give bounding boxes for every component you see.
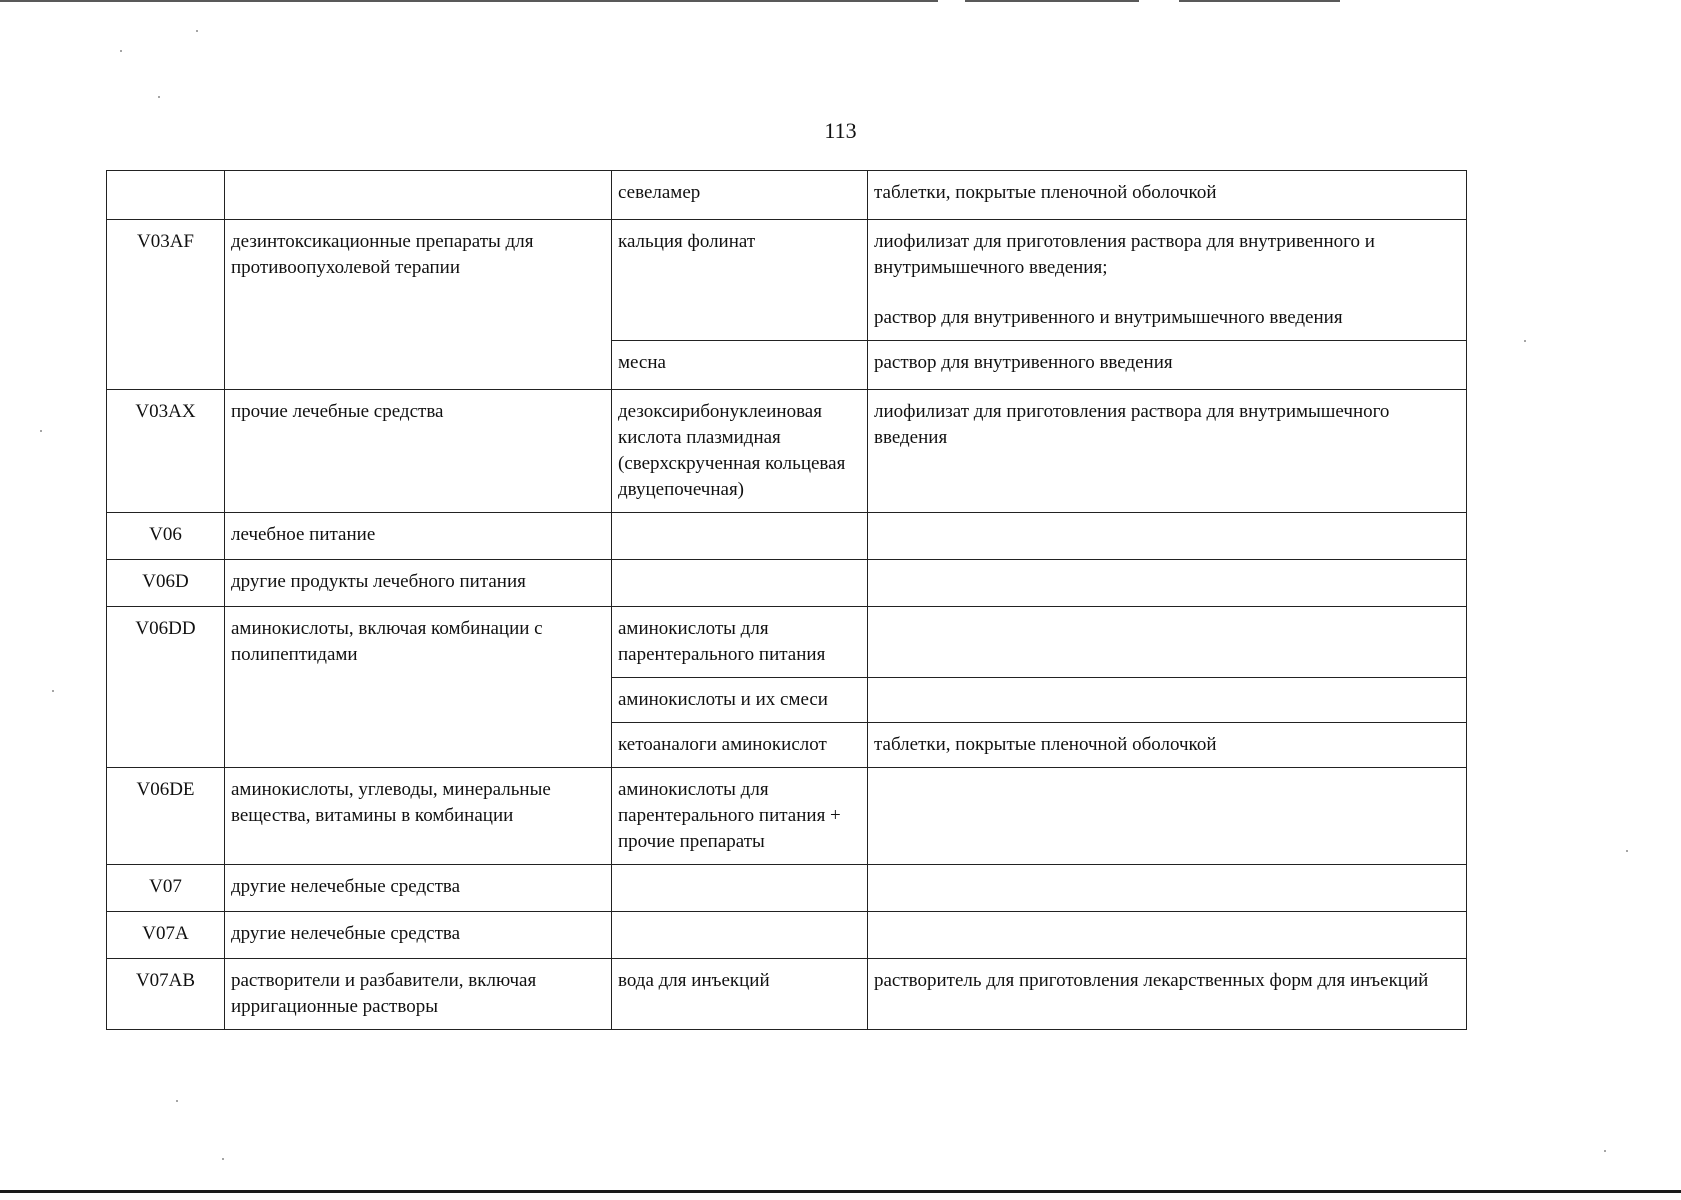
atc-code-cell: V06DE xyxy=(107,768,225,865)
dosage-form-cell xyxy=(868,560,1467,607)
substance-cell: вода для инъекций xyxy=(612,959,868,1030)
group-name-cell xyxy=(225,171,612,220)
substance-cell xyxy=(612,865,868,912)
substance-cell: аминокислоты и их смеси xyxy=(612,678,868,723)
group-name-cell: аминокислоты, включая комбинации с полипептидами xyxy=(225,607,612,768)
scan-speck xyxy=(1604,1150,1606,1152)
dosage-form-cell xyxy=(868,607,1467,678)
atc-code-cell: V03AX xyxy=(107,390,225,513)
table-row xyxy=(107,865,1467,912)
dosage-form-cell xyxy=(868,678,1467,723)
scan-speck xyxy=(196,30,198,32)
table-row xyxy=(107,220,1467,341)
table-row xyxy=(107,560,1467,607)
table-row xyxy=(107,912,1467,959)
scan-speck xyxy=(158,96,160,98)
atc-code-cell: V06D xyxy=(107,560,225,607)
substance-cell: месна xyxy=(612,341,868,390)
table-row xyxy=(107,959,1467,1030)
group-name-cell: растворители и разбавители, включая ирригационные растворы xyxy=(225,959,612,1030)
dosage-form-cell: таблетки, покрытые пленочной оболочкой xyxy=(868,171,1467,220)
group-name-cell: дезинтоксикационные препараты для противоопухолевой терапии xyxy=(225,220,612,390)
table-row xyxy=(107,513,1467,560)
table-row xyxy=(107,607,1467,678)
scan-edge-top xyxy=(0,0,1340,2)
atc-code-cell: V07 xyxy=(107,865,225,912)
scan-edge-bottom xyxy=(0,1190,1681,1193)
dosage-form-cell xyxy=(868,513,1467,560)
atc-code-cell xyxy=(107,171,225,220)
substance-cell: кальция фолинат xyxy=(612,220,868,341)
dosage-form-cell xyxy=(868,912,1467,959)
page-number: 113 xyxy=(824,118,857,143)
substance-cell: аминокислоты для парентерального питания + прочие препараты xyxy=(612,768,868,865)
table-row xyxy=(107,390,1467,513)
scan-speck xyxy=(40,430,42,432)
atc-code-cell: V07A xyxy=(107,912,225,959)
substance-cell xyxy=(612,513,868,560)
substance-cell: кетоаналоги аминокислот xyxy=(612,723,868,768)
dosage-form-cell xyxy=(868,220,1467,341)
group-name-cell: прочие лечебные средства xyxy=(225,390,612,513)
group-name-cell: другие нелечебные средства xyxy=(225,865,612,912)
substance-cell: аминокислоты для парентерального питания xyxy=(612,607,868,678)
table-row xyxy=(107,768,1467,865)
drug-table xyxy=(106,170,1467,1030)
substance-cell: дезоксирибонуклеиновая кислота плазмидная (сверхскрученная кольцевая двуцепочечная) xyxy=(612,390,868,513)
substance-cell: севеламер xyxy=(612,171,868,220)
dosage-form-line: лиофилизат для приготовления раствора для внутривенного и внутримышечного введения; xyxy=(874,231,1375,278)
dosage-form-cell: таблетки, покрытые пленочной оболочкой xyxy=(868,723,1467,768)
scan-speck xyxy=(52,690,54,692)
scan-speck xyxy=(1626,850,1628,852)
dosage-form-cell: раствор для внутривенного введения xyxy=(868,341,1467,390)
group-name-cell: другие продукты лечебного питания xyxy=(225,560,612,607)
scan-speck xyxy=(120,50,122,52)
scan-speck xyxy=(1524,340,1526,342)
dosage-form-cell xyxy=(868,768,1467,865)
group-name-cell: аминокислоты, углеводы, минеральные вещества, витамины в комбинации xyxy=(225,768,612,865)
table-row xyxy=(107,171,1467,220)
dosage-form-cell: растворитель для приготовления лекарственных форм для инъекций xyxy=(868,959,1467,1030)
scan-speck xyxy=(222,1158,224,1160)
atc-code-cell: V07AB xyxy=(107,959,225,1030)
substance-cell xyxy=(612,912,868,959)
dosage-form-cell xyxy=(868,865,1467,912)
group-name-cell: другие нелечебные средства xyxy=(225,912,612,959)
scan-speck xyxy=(176,1100,178,1102)
group-name-cell: лечебное питание xyxy=(225,513,612,560)
atc-code-cell: V03AF xyxy=(107,220,225,390)
atc-code-cell: V06 xyxy=(107,513,225,560)
dosage-form-cell: лиофилизат для приготовления раствора для внутримышечного введения xyxy=(868,390,1467,513)
dosage-form-line: раствор для внутривенного и внутримышечного введения xyxy=(874,307,1343,328)
substance-cell xyxy=(612,560,868,607)
atc-code-cell: V06DD xyxy=(107,607,225,768)
